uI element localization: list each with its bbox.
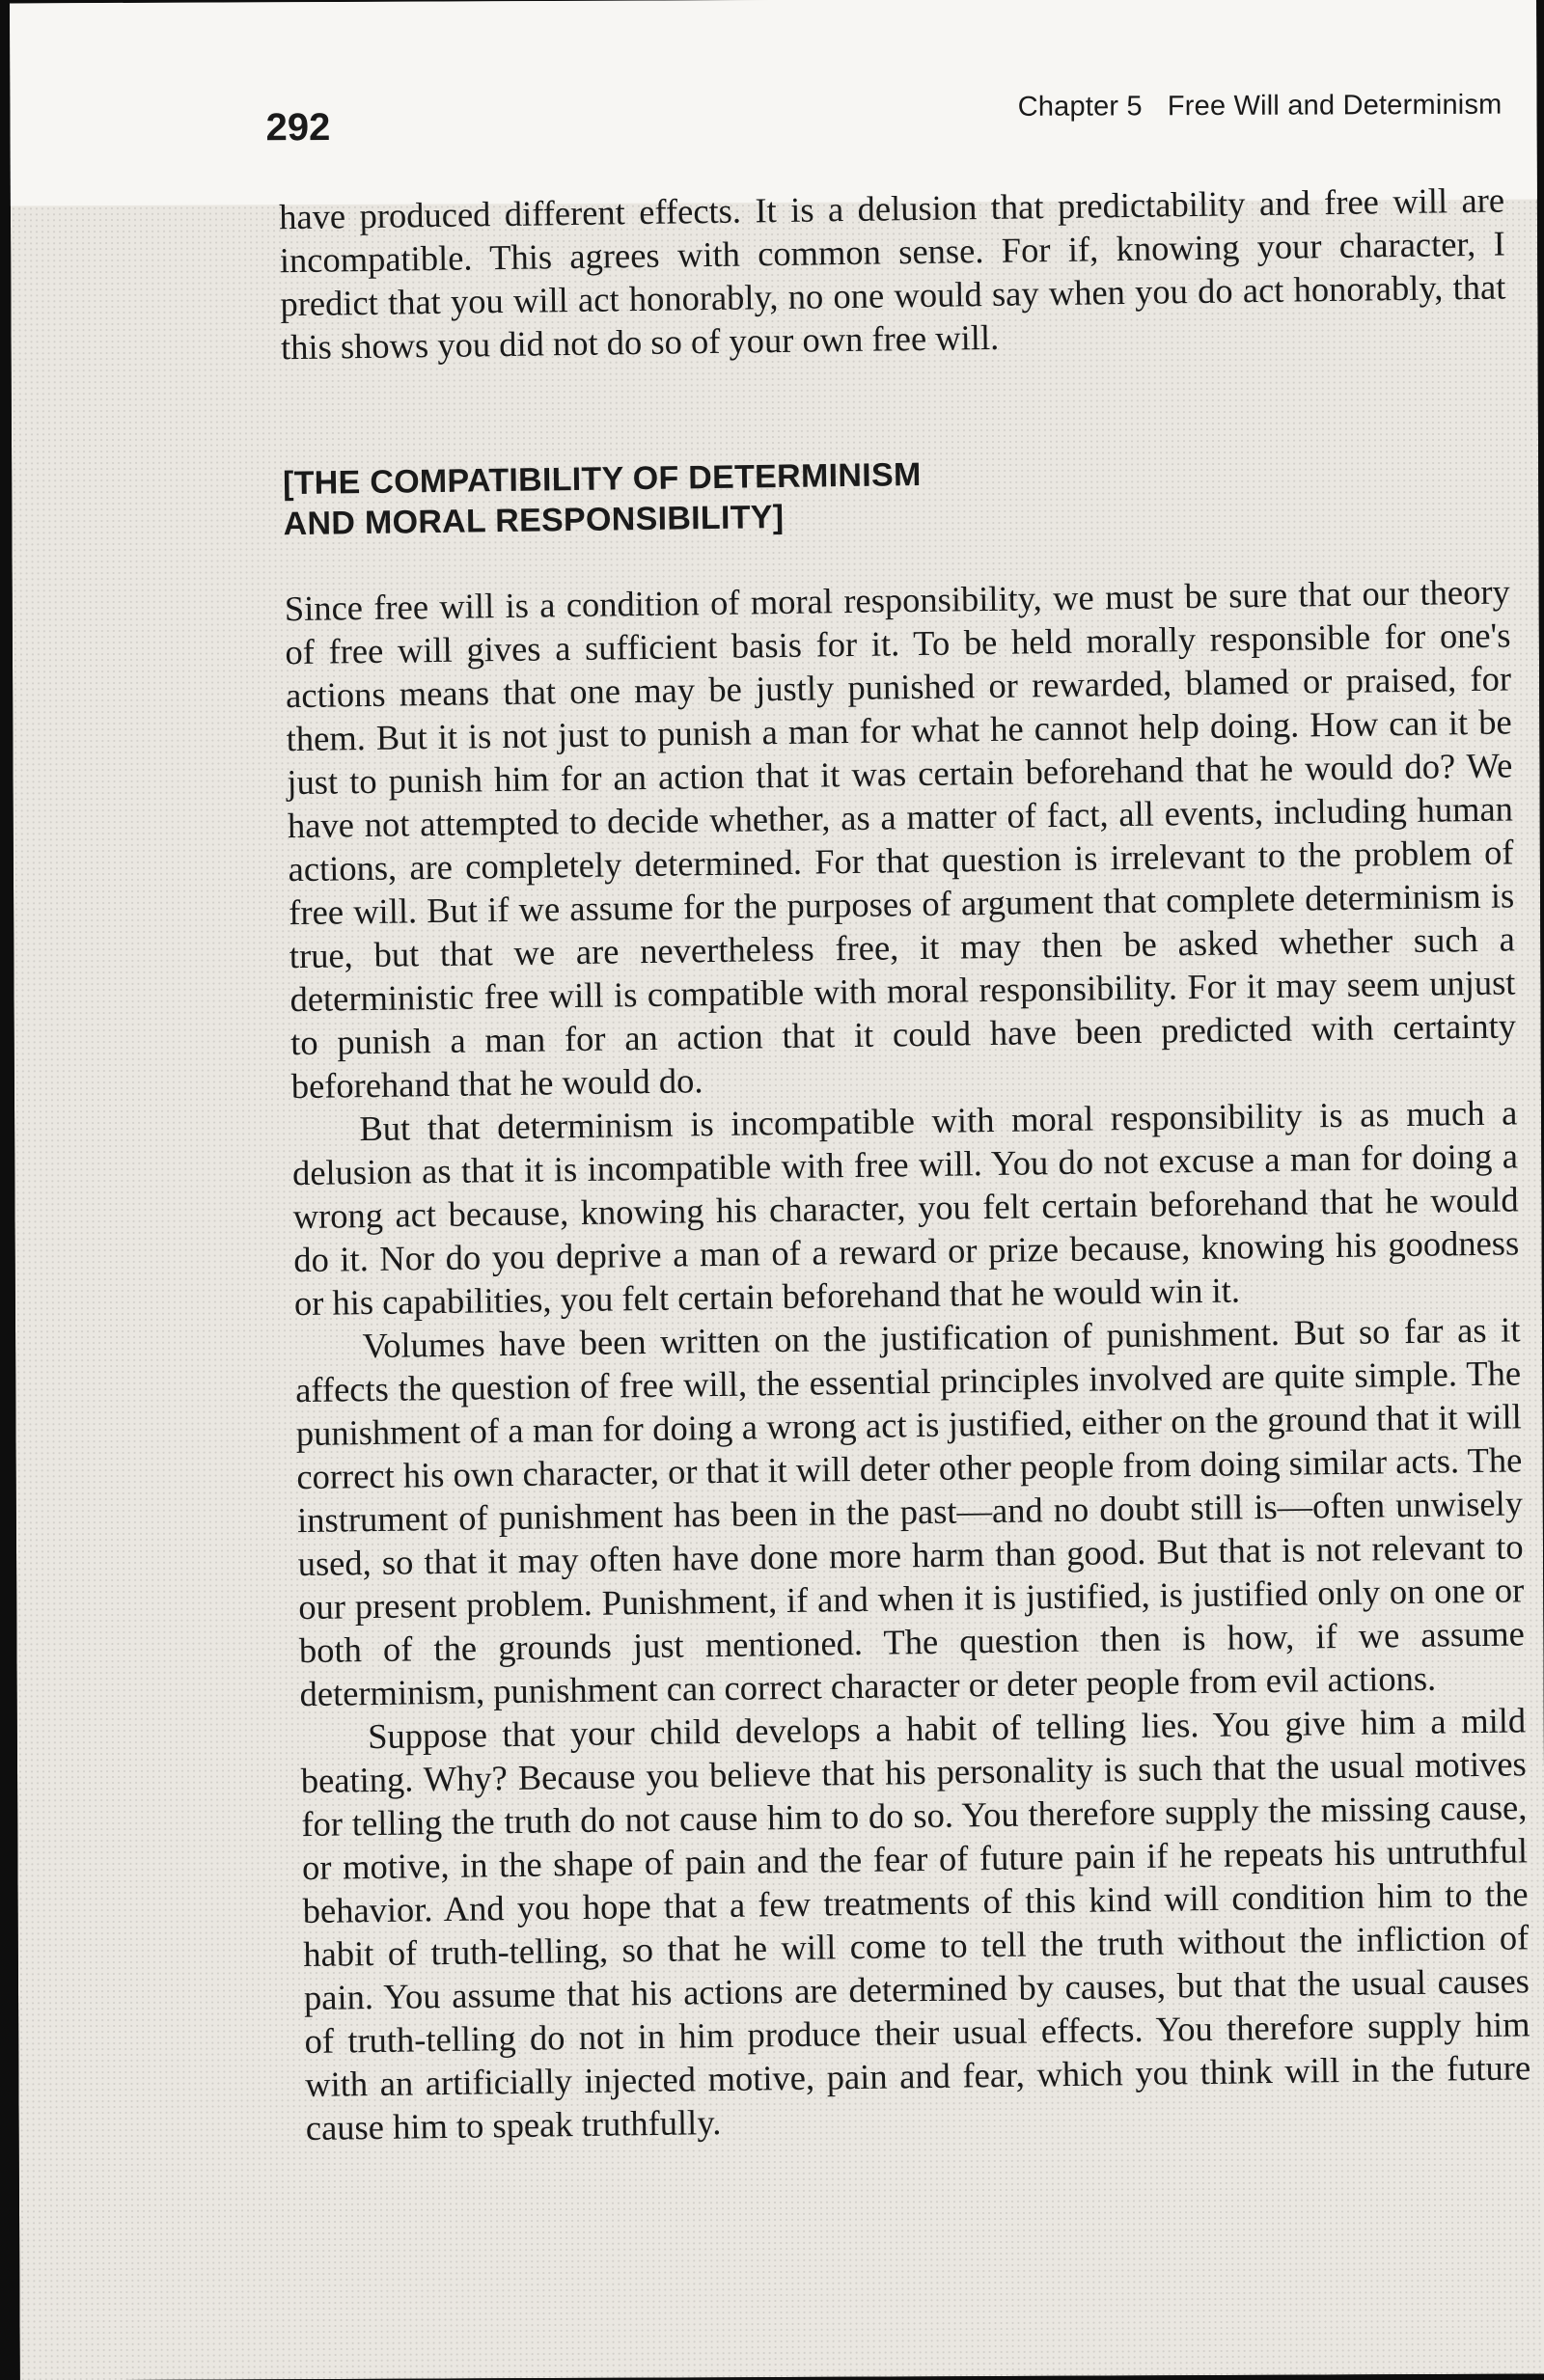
running-head (1018, 90, 1503, 123)
body-paragraph-4: Suppose that your child develops a habit of telling lies. You give him a mild beating. Why? Because you believe that his personality is such that the usual motives for telling the truth do not cause him to do so. You therefore supply the missing cause, or motive, in the shape of pain and the fear of future pain if he repeats his untruthful behavior. And you hope that a few treatments of this kind will condition him to the habit of truth-telling, so that he will come to tell the truth without the infliction of pain. You assume that his actions are determined by causes, but that the usual causes of truth-telling do not in him produce their usual effects. You therefore supply him with an artificially injected motive, pain and fear, which you think will in the future cause him to speak truthfully. (300, 1700, 1531, 2148)
body-paragraph-2: But that determinism is incompatible with moral responsibility is as much a delusion as that it is incompatible with free will. You do not excuse a man for doing a wrong act because, knowing his character, you felt certain beforehand that he would do it. Nor do you deprive a man of a reward or prize because, knowing his goodness or his capabilities, you felt certain beforehand that he would win it. (291, 1092, 1520, 1324)
lead-paragraph: have produced different effects. It is a delusion that predictability and free will are incompatible. This agrees with common sense. For if, knowing your character, I predict that you will act honorably, no one would say when you do act honorably, that this shows you did not do so of your own free will. (278, 179, 1506, 368)
section-heading-line-2: AND MORAL RESPONSIBILITY] (283, 498, 785, 543)
page-number: 292 (265, 106, 331, 150)
body-paragraph-3: Volumes have been written on the justification of punishment. But so far as it affects the question of free will, the essential principles involved are quite simple. The punishment of a man for doing a wrong act is justified, either on the ground that it will correct his own character, or that it will deter other people from doing similar acts. The instrument of punishment has been in the past—and no doubt still is—often unwisely used, so that it may often have done more harm than good. But that is not relevant to our present problem. Punishment, if and when it is justified, is justified only on one or both of the grounds just mentioned. The question then is how, if we assume determinism, punishment can correct character or deter people from evil actions. (294, 1309, 1526, 1714)
body-paragraph-1: Since free will is a condition of moral responsibility, we must be sure that our theory of free will gives a sufficient basis for it. To be held morally responsible for one's actions means that one may be justly punished or rewarded, blamed or praised, for them. But it is not just to punish a man for what he cannot help doing. How can it be just to punish him for an action that it was certain beforehand that he would do? We have not attempted to decide whether, as a matter of fact, all events, including human actions, are completely determined. For that question is irrelevant to the problem of free will. But if we assume for the purposes of argument that complete determinism is true, but that we are nevertheless free, it may then be asked whether such a deterministic free will is compatible with moral responsibility. For it may seem unjust to punish a man for an action that it could have been predicted with certainty beforehand that he would do. (284, 571, 1517, 1107)
page-header-area (10, 0, 1537, 205)
section-heading-line-1: [THE COMPATIBILITY OF DETERMINISM (282, 455, 922, 503)
chapter-title: Free Will and Determinism (1167, 89, 1503, 123)
book-spine-shadow (0, 0, 10, 2377)
page-body (279, 178, 1531, 2150)
book-page (10, 0, 1544, 2380)
section-heading (283, 446, 1509, 544)
chapter-label: Chapter 5 (1017, 91, 1143, 123)
